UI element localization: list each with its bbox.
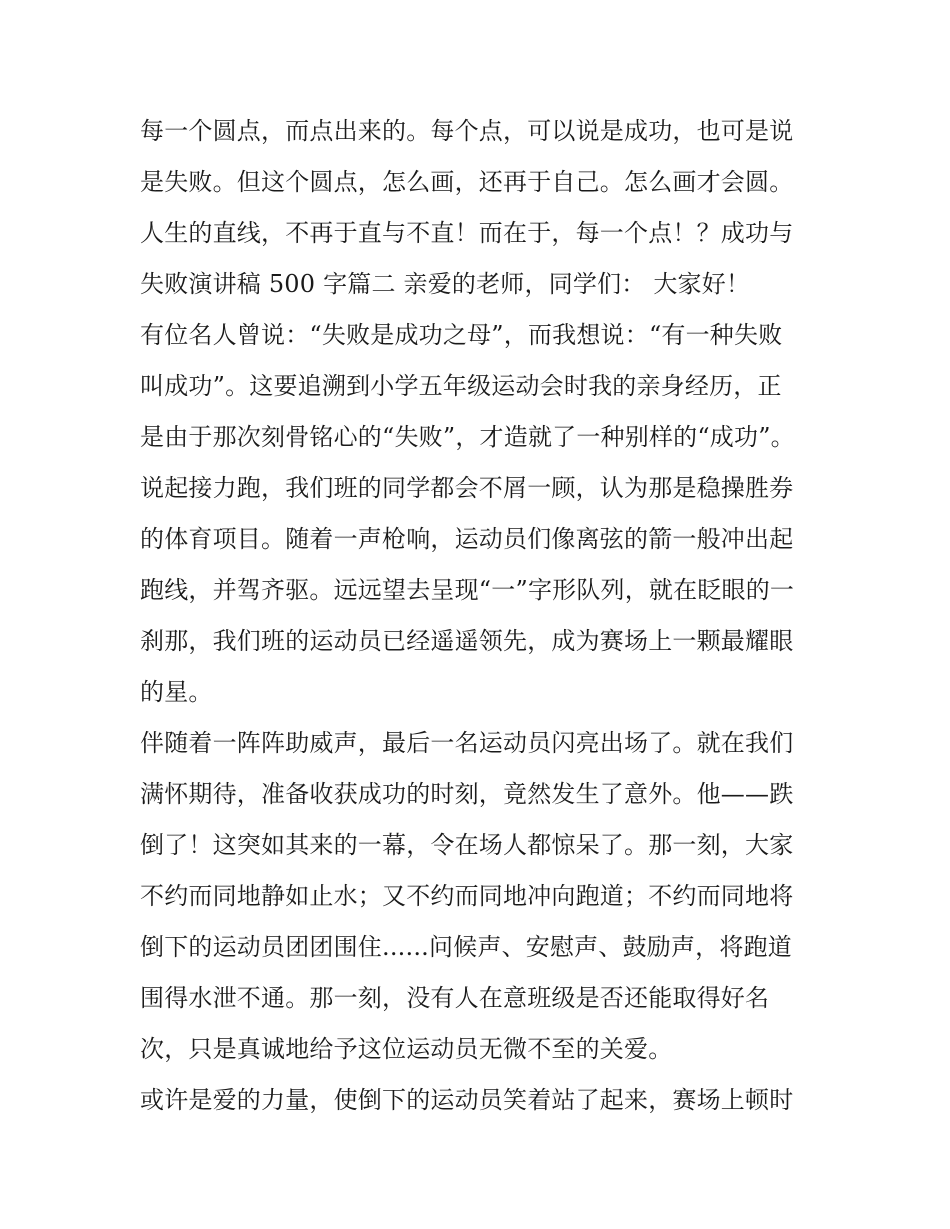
- text-line: 失败演讲稿 500 字篇二 亲爱的老师，同学们： 大家好！: [140, 270, 751, 298]
- text-line: 或许是爱的力量，使倒下的运动员笑着站了起来，赛场上顿时: [140, 1086, 794, 1114]
- text-line: 围得水泄不通。那一刻，没有人在意班级是否还能取得好名: [140, 984, 770, 1012]
- text-line: 的星。: [140, 678, 213, 706]
- text-line: 的体育项目。随着一声枪响，运动员们像离弦的箭一般冲出起: [140, 525, 794, 553]
- text-line: 满怀期待，准备收获成功的时刻，竟然发生了意外。他——跌: [140, 780, 794, 808]
- text-line: 刹那，我们班的运动员已经遥遥领先，成为赛场上一颗最耀眼: [140, 627, 794, 655]
- document-body: [140, 106, 820, 1126]
- text-line: 倒了！这突如其来的一幕，令在场人都惊呆了。那一刻，大家: [140, 831, 794, 859]
- text-line: 每一个圆点，而点出来的。每个点，可以说是成功，也可是说: [140, 117, 794, 145]
- text-line: 次，只是真诚地给予这位运动员无微不至的关爱。: [140, 1035, 673, 1063]
- text-line: 是失败。但这个圆点，怎么画，还再于自己。怎么画才会圆。: [140, 168, 794, 196]
- text-line: 是由于那次刻骨铭心的“失败”，才造就了一种别样的“成功”。: [140, 423, 795, 451]
- text-line: 人生的直线，不再于直与不直！而在于，每一个点！？成功与: [140, 219, 794, 247]
- text-line: 不约而同地静如止水；又不约而同地冲向跑道；不约而同地将: [140, 882, 794, 910]
- text-line: 倒下的运动员团团围住......问候声、安慰声、鼓励声，将跑道: [140, 933, 792, 961]
- text-line: 跑线，并驾齐驱。远远望去呈现“一”字形队列，就在眨眼的一: [140, 576, 795, 604]
- text-line: 叫成功”。这要追溯到小学五年级运动会时我的亲身经历，正: [140, 372, 782, 400]
- text-line: 伴随着一阵阵助威声，最后一名运动员闪亮出场了。就在我们: [140, 729, 794, 757]
- text-line: 说起接力跑，我们班的同学都会不屑一顾，认为那是稳操胜券: [140, 474, 794, 502]
- text-line: 有位名人曾说：“失败是成功之母”，而我想说：“有一种失败: [140, 321, 783, 349]
